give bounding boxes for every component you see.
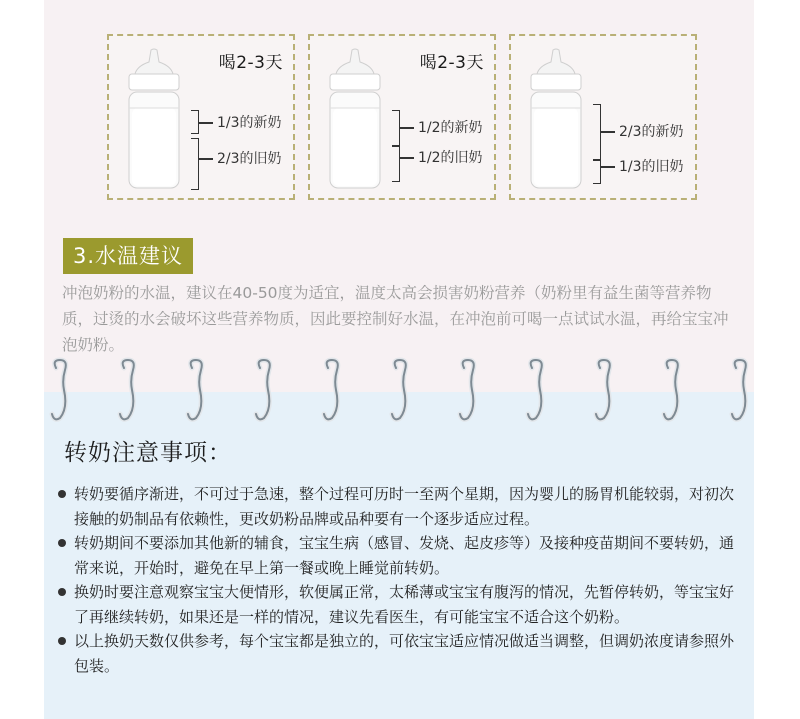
new-milk-bracket <box>191 110 199 134</box>
old-milk-label: 1/2的旧奶 <box>418 150 483 166</box>
new-milk-label: 1/2的新奶 <box>418 120 483 136</box>
old-milk-bracket <box>392 146 400 182</box>
bracket-connector <box>199 122 213 124</box>
new-milk-bracket <box>392 110 400 146</box>
old-milk-bracket <box>191 138 199 190</box>
bracket-connector <box>601 131 615 133</box>
baby-bottle-icon <box>521 48 591 193</box>
card-day-label: 喝2-3天 <box>419 53 484 73</box>
old-milk-label: 2/3的旧奶 <box>217 151 282 167</box>
new-milk-label: 1/3的新奶 <box>217 115 282 131</box>
bracket-connector <box>601 166 615 168</box>
section-title: 3.水温建议 <box>63 238 193 274</box>
old-milk-bracket <box>593 160 601 184</box>
bracket-connector <box>400 127 414 129</box>
list-item: 转奶要循序渐进，不可过于急速，整个过程可历时一至两个星期，因为婴儿的肠胃机能较弱，对初次接触的奶制品有依赖性，更改奶粉品牌或品种要有一个逐步适应过程。 <box>56 482 746 531</box>
list-item: 换奶时要注意观察宝宝大便情形，软便属正常，太稀薄或宝宝有腹泻的情况，先暂停转奶，等宝宝好了再继续转奶，如果还是一样的情况，建议先看医生，有可能宝宝不适合这个奶粉。 <box>56 580 746 629</box>
mixing-card-2 <box>308 34 496 200</box>
bracket-connector <box>199 158 213 160</box>
old-milk-label: 1/3的旧奶 <box>619 159 684 175</box>
card-day-label: 喝2-3天 <box>218 53 283 73</box>
mixing-card-3 <box>509 34 697 200</box>
baby-bottle-icon <box>320 48 390 193</box>
bracket-connector <box>400 157 414 159</box>
notes-title: 转奶注意事项： <box>64 440 232 466</box>
new-milk-bracket <box>593 104 601 160</box>
section-body: 冲泡奶粉的水温，建议在40-50度为适宜，温度太高会损害奶粉营养（奶粉里有益生菌等营养物质，过烫的水会破坏这些营养物质，因此要控制好水温，在冲泡前可喝一点试试水温，再给宝宝冲泡奶粉。 <box>62 284 729 354</box>
notes-list <box>56 482 746 678</box>
binder-rings <box>44 356 754 428</box>
list-item: 以上换奶天数仅供参考，每个宝宝都是独立的，可依宝宝适应情况做适当调整，但调奶浓度请参照外包装。 <box>56 629 746 678</box>
mixing-card-1 <box>107 34 295 200</box>
list-item: 转奶期间不要添加其他新的辅食，宝宝生病（感冒、发烧、起皮疹等）及接种疫苗期间不要转奶，通常来说，开始时，避免在早上第一餐或晚上睡觉前转奶。 <box>56 531 746 580</box>
new-milk-label: 2/3的新奶 <box>619 124 684 140</box>
baby-bottle-icon <box>119 48 189 193</box>
